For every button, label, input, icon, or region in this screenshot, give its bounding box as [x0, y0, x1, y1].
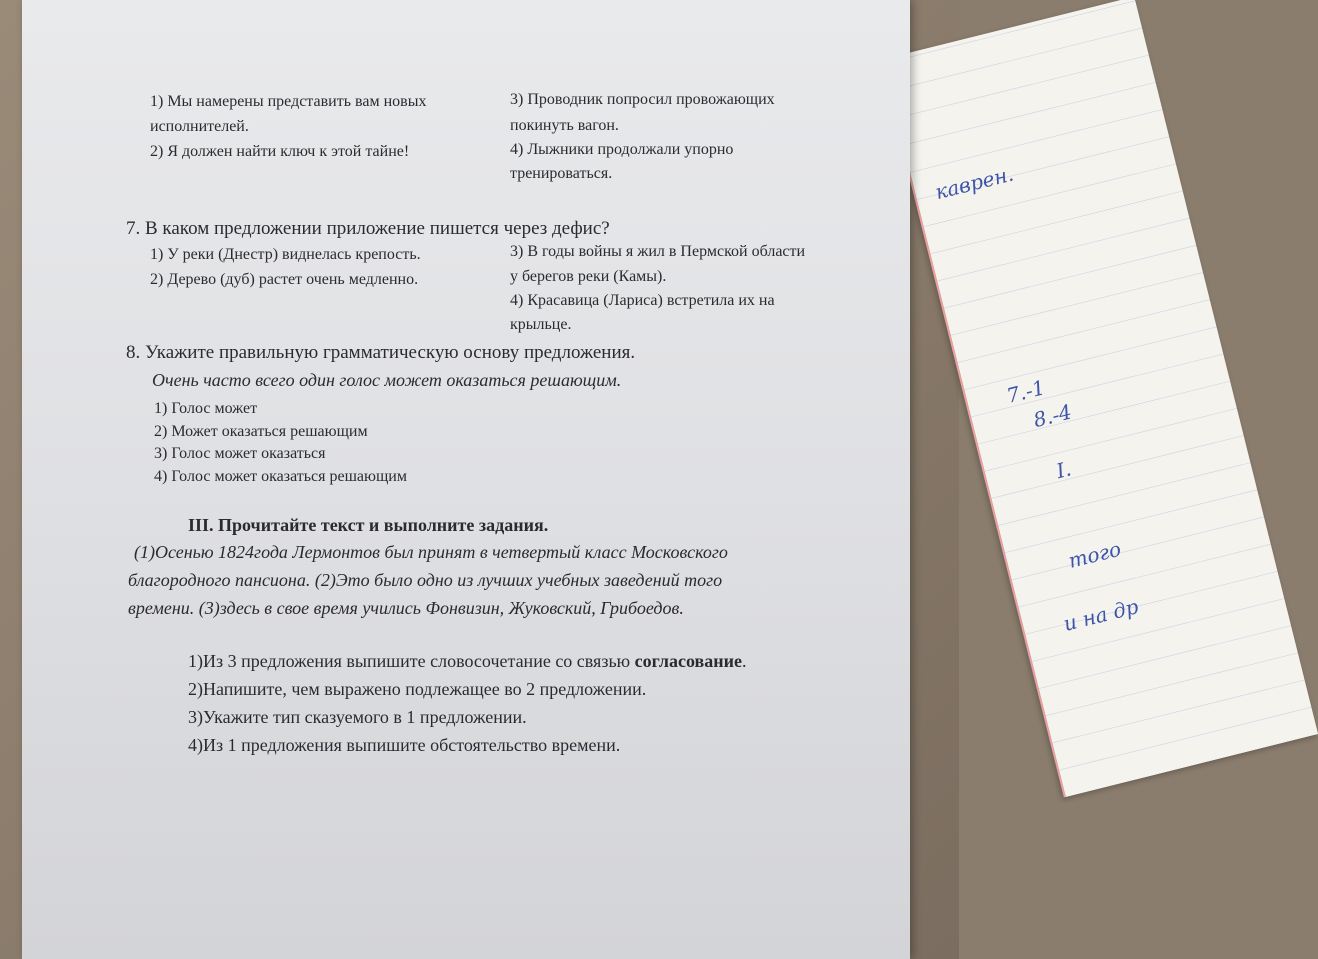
section3-heading: III. Прочитайте текст и выполните задания.	[188, 515, 549, 535]
q7-option-2: 2) Дерево (дуб) растет очень медленно.	[150, 271, 419, 288]
q6-option-1: 1) Мы намерены представить вам новых	[150, 93, 427, 110]
q6-option-2: 2) Я должен найти ключ к этой тайне!	[150, 143, 410, 160]
section3-text-line: (1)Осенью 1824года Лермонтов был принят в четвертый класс Московского	[134, 542, 728, 562]
q6-option-4-cont: тренироваться.	[510, 165, 613, 182]
section3-task-2: 2)Напишите, чем выражено подлежащее во 2 предложении.	[188, 679, 647, 699]
q7-option-1: 1) У реки (Днестр) виднелась крепость.	[150, 246, 421, 263]
q6-option-3: 3) Проводник попросил провожающих	[510, 91, 775, 108]
q8-option-4: 4) Голос может оказаться решающим	[154, 468, 407, 485]
q8-sentence: Очень часто всего один голос может оказаться решающим.	[152, 370, 622, 390]
q6-option-1-cont: исполнителей.	[150, 118, 249, 135]
section3-text-line: благородного пансиона. (2)Это было одно из лучших учебных заведений того	[128, 570, 723, 590]
notebook-text: каврен.	[932, 161, 1016, 205]
q7-option-4: 4) Красавица (Лариса) встретила их на	[510, 292, 775, 309]
q8-option-1: 1) Голос может	[154, 400, 258, 417]
q8-title: 8. Укажите правильную грамматическую основу предложения.	[126, 342, 636, 363]
q7-option-4-cont: крыльце.	[510, 316, 572, 333]
q8-option-3: 3) Голос может оказаться	[154, 445, 326, 462]
q7-option-3: 3) В годы войны я жил в Пермской области	[510, 243, 806, 260]
section3-task-4: 4)Из 1 предложения выпишите обстоятельство времени.	[188, 735, 621, 755]
notebook-text: и на др	[1061, 594, 1141, 636]
notebook-text: 7.-1	[1004, 375, 1048, 408]
notebook-text: того	[1065, 536, 1124, 573]
task-1-suffix: .	[741, 651, 747, 671]
notebook-text: 8.-4	[1030, 399, 1075, 433]
q6-option-3-cont: покинуть вагон.	[510, 117, 619, 134]
task-1-bold: согласование	[634, 651, 742, 671]
task-1-text: 1)Из 3 предложения выпишите словосочетание со связью	[188, 651, 635, 671]
worksheet-page	[22, 0, 910, 959]
notebook-text: I.	[1053, 456, 1074, 484]
section3-text-line: времени. (3)здесь в свое время учились Фонвизин, Жуковский, Грибоедов.	[128, 598, 684, 618]
q7-option-3-cont: у берегов реки (Камы).	[510, 268, 667, 285]
section3-task-3: 3)Укажите тип сказуемого в 1 предложении.	[188, 707, 527, 727]
q7-title: 7. В каком предложении приложение пишется через дефис?	[126, 218, 610, 239]
q6-option-4: 4) Лыжники продолжали упорно	[510, 141, 734, 158]
q8-option-2: 2) Может оказаться решающим	[154, 423, 368, 440]
section3-task-1	[188, 651, 746, 672]
